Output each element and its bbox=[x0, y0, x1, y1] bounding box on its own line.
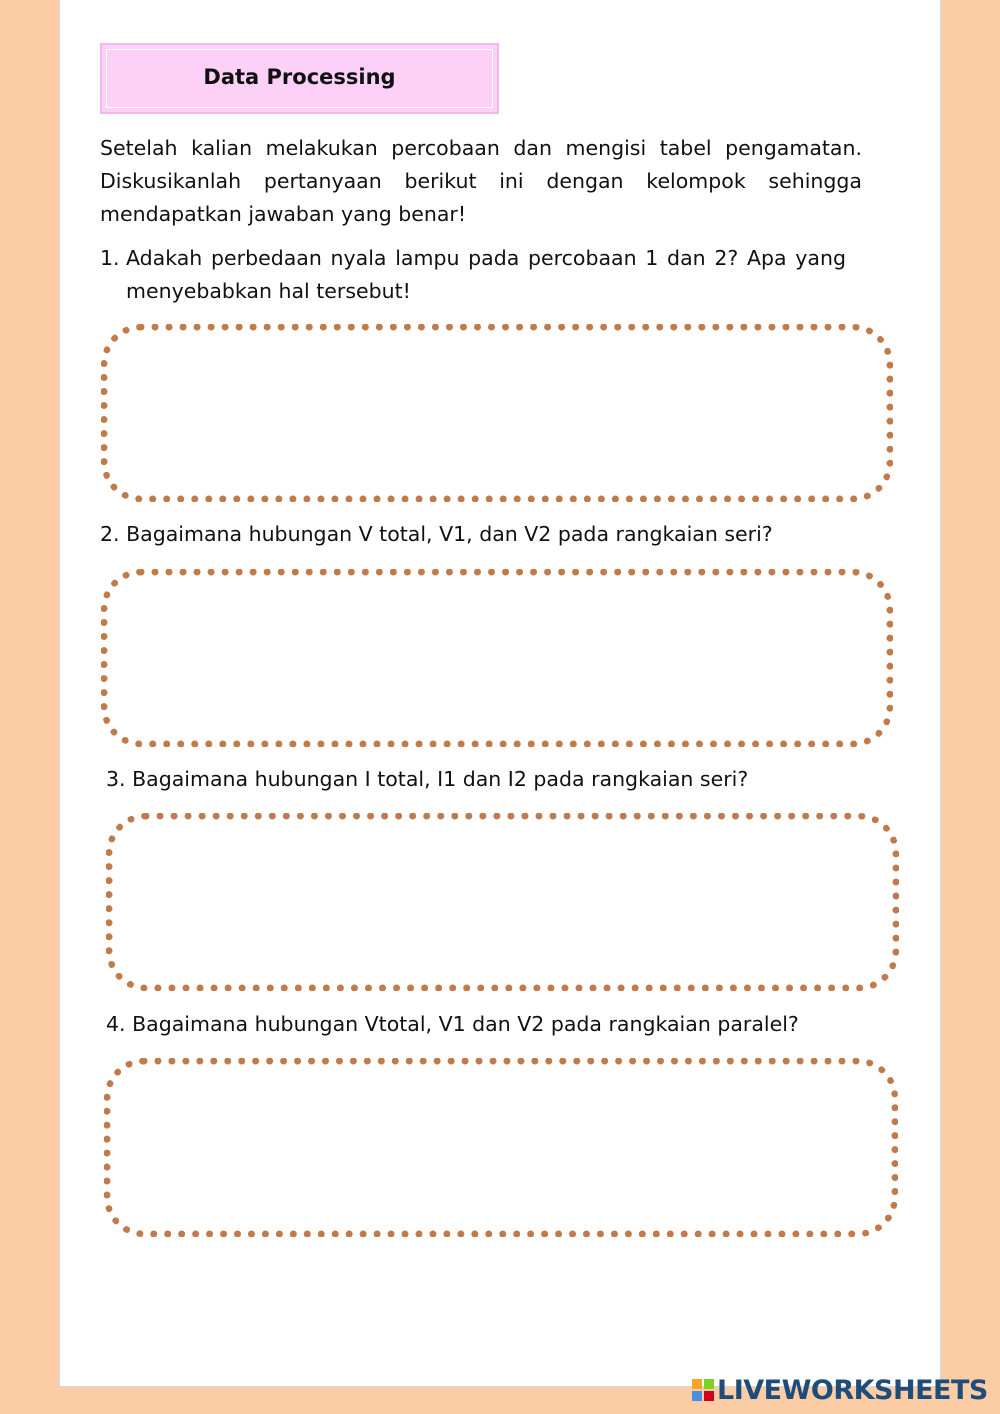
answer-box-1[interactable] bbox=[101, 324, 893, 502]
section-title-box bbox=[100, 43, 499, 114]
answer-box-3[interactable] bbox=[106, 813, 899, 991]
question-1 bbox=[100, 242, 846, 308]
answer-box-4[interactable] bbox=[104, 1058, 898, 1237]
question-2: 2. Bagaimana hubungan V total, V1, dan V2 pada rangkaian seri? bbox=[100, 522, 773, 546]
question-4: 4. Bagaimana hubungan Vtotal, V1 dan V2 pada rangkaian paralel? bbox=[106, 1012, 799, 1036]
answer-box-2[interactable] bbox=[101, 569, 893, 747]
question-3: 3. Bagaimana hubungan I total, I1 dan I2 pada rangkaian seri? bbox=[106, 767, 749, 791]
intro-paragraph: Setelah kalian melakukan percobaan dan mengisi tabel pengamatan. Diskusikanlah pertanyaan berikut ini dengan kelompok sehingga mendapatkan jawaban yang benar! bbox=[100, 136, 862, 226]
footer-brand bbox=[692, 1376, 988, 1404]
brand-name: LIVEWORKSHEETS bbox=[717, 1374, 988, 1406]
question-1-text: Adakah perbedaan nyala lampu pada percobaan 1 dan 2? Apa yang menyebabkan hal tersebut! bbox=[126, 246, 846, 303]
section-title: Data Processing bbox=[203, 65, 396, 89]
question-1-number: 1. bbox=[100, 246, 120, 270]
liveworksheets-logo-icon bbox=[692, 1379, 714, 1401]
